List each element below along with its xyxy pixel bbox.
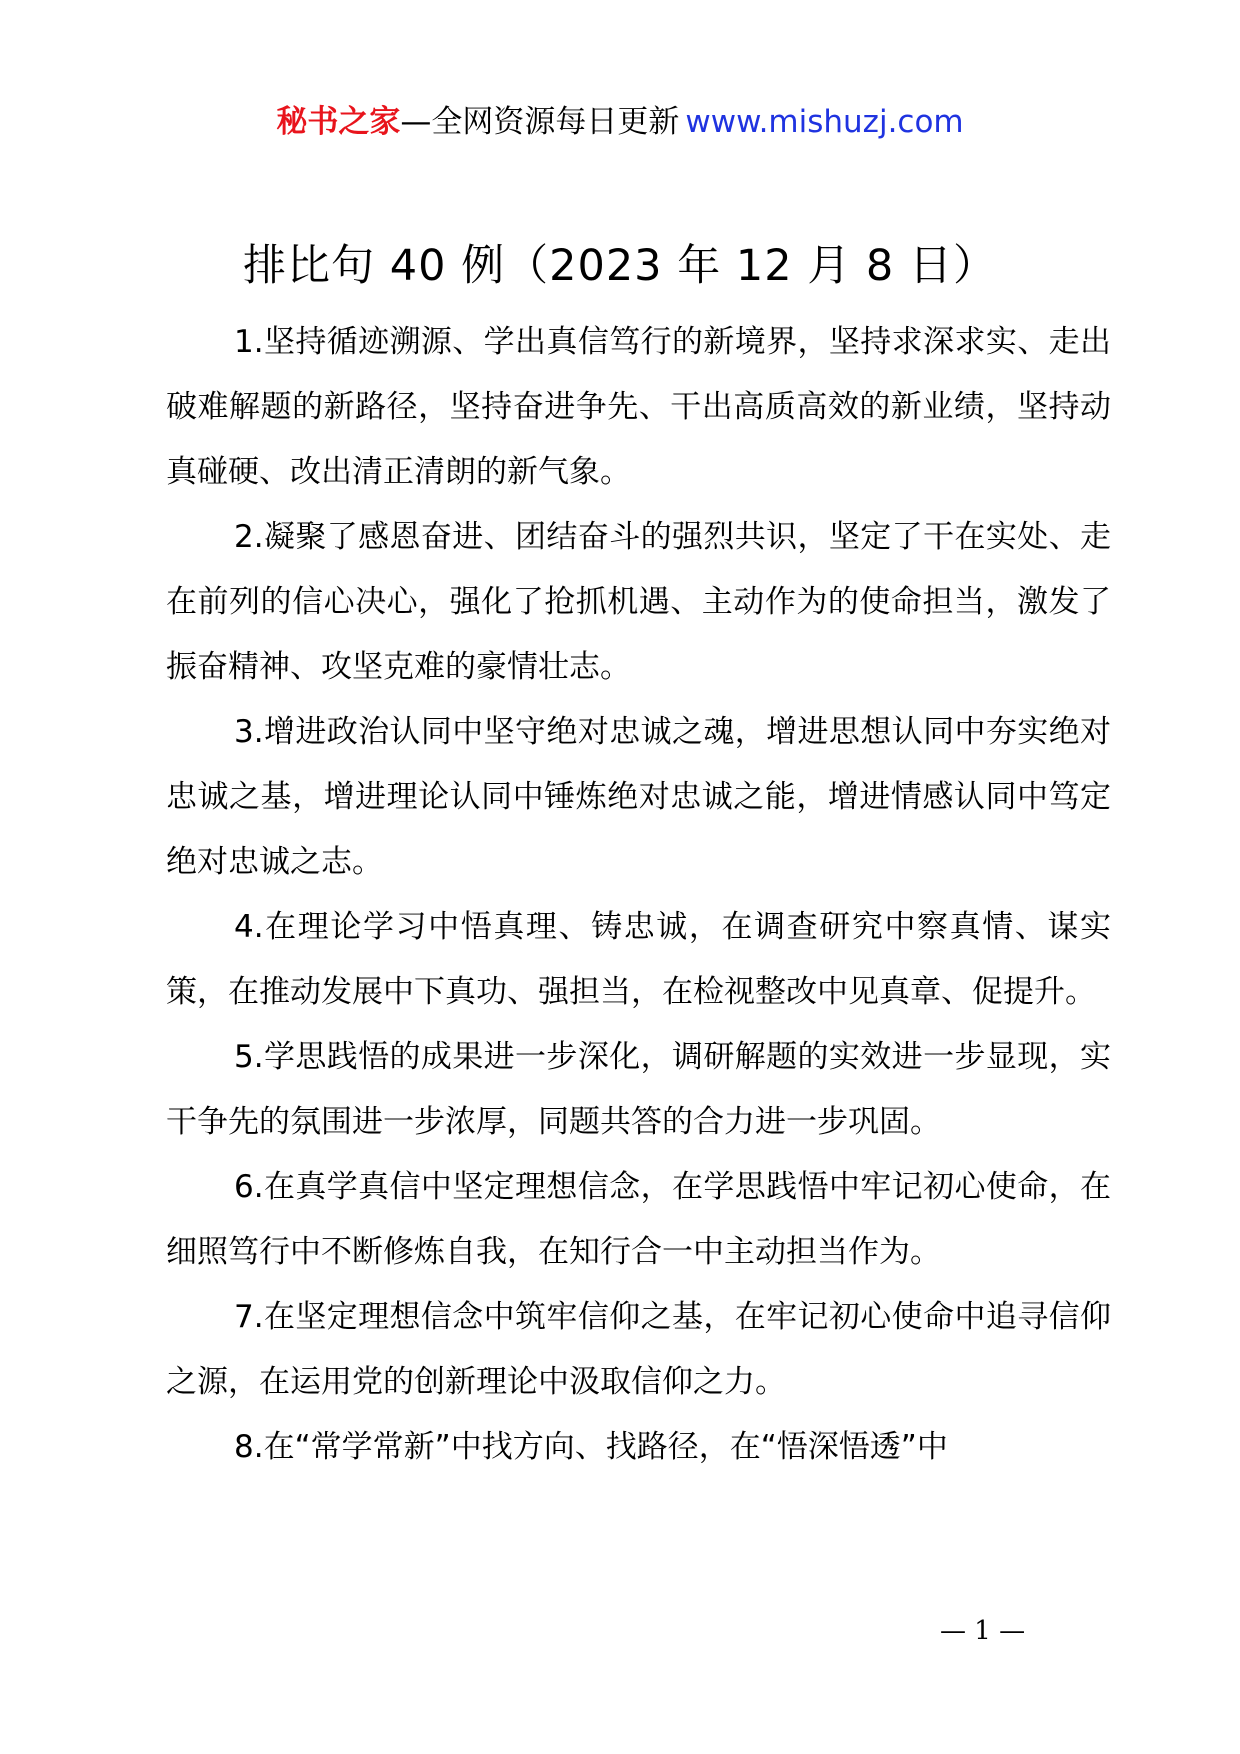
paragraph-4: 4.在理论学习中悟真理、铸忠诚，在调查研究中察真情、谋实策，在推动发展中下真功、强担当，在检视整改中见真章、促提升。 — [166, 909, 1111, 1010]
paragraph-8: 8.在“常学常新”中找方向、找路径，在“悟深悟透”中 — [234, 1429, 948, 1465]
site-url-link[interactable]: www.mishuzj.com — [685, 104, 964, 140]
paragraph-3: 3.增进政治认同中坚守绝对忠诚之魂，增进思想认同中夯实绝对忠诚之基，增进理论认同中锤炼绝对忠诚之能，增进情感认同中笃定绝对忠诚之志。 — [166, 714, 1111, 880]
paragraph-1: 1.坚持循迹溯源、学出真信笃行的新境界，坚持求深求实、走出破难解题的新路径，坚持奋进争先、干出高质高效的新业绩，坚持动真碰硬、改出清正清朗的新气象。 — [166, 324, 1111, 490]
brand-name: 秘书之家 — [276, 104, 401, 140]
paragraph-2: 2.凝聚了感恩奋进、团结奋斗的强烈共识，坚定了干在实处、走在前列的信心决心，强化了抢抓机遇、主动作为的使命担当，激发了振奋精神、攻坚克难的豪情壮志。 — [166, 519, 1111, 685]
paragraph-6: 6.在真学真信中坚定理想信念，在学思践悟中牢记初心使命，在细照笃行中不断修炼自我，在知行合一中主动担当作为。 — [166, 1169, 1111, 1270]
paragraph-7: 7.在坚定理想信念中筑牢信仰之基，在牢记初心使命中追寻信仰之源，在运用党的创新理论中汲取信仰之力。 — [166, 1299, 1111, 1400]
document-body — [166, 310, 1111, 1480]
page-number: — 1 — — [940, 1616, 1026, 1646]
brand-slogan: —全网资源每日更新 — [400, 104, 680, 140]
paragraph-5: 5.学思践悟的成果进一步深化，调研解题的实效进一步显现，实干争先的氛围进一步浓厚，同题共答的合力进一步巩固。 — [166, 1039, 1111, 1140]
document-title: 排比句 40 例（2023 年 12 月 8 日） — [243, 241, 997, 291]
site-header — [0, 100, 1240, 144]
